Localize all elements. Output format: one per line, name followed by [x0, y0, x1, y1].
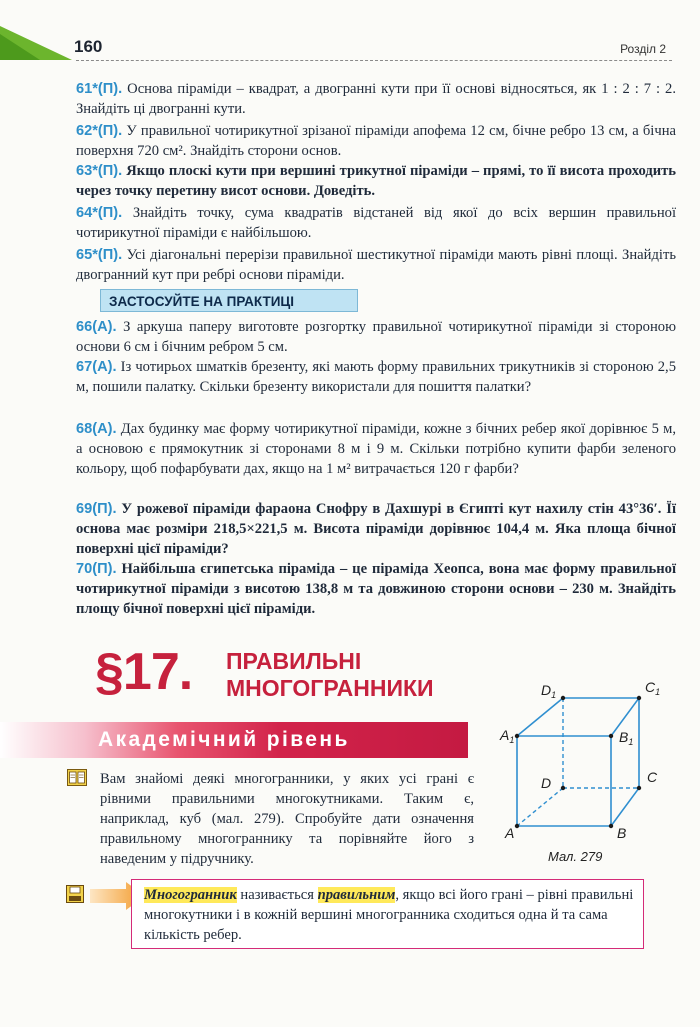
- corner-decoration: [0, 26, 72, 60]
- paragraph-number: §17.: [95, 643, 193, 701]
- exercise-text: У рожевої піраміди фараона Снофру в Дахшурі в Єгипті кут нахилу стін 43°36′. Її основа має розміри 218,5×221,5 м. Висота піраміди дорівнює 104,4 м. Яка площа бічної поверхні цієї піраміди?: [76, 501, 676, 557]
- exercise-number: 68(А).: [76, 421, 117, 437]
- definition-text: , якщо всі його грані – рівні правильні многокутники і в кожній вершині многогранника сходиться одна й та сама кількість ребер.: [144, 887, 634, 943]
- exercise-number: 62*(П).: [76, 123, 123, 139]
- exercise-number: 66(А).: [76, 319, 117, 335]
- label-c1: $C_1$: [645, 679, 661, 697]
- paragraph-title-line: ПРАВИЛЬНІ: [226, 648, 362, 674]
- label-a1: $A_1$: [500, 727, 515, 745]
- exercise-text: Якщо плоскі кути при вершині трикутної піраміди – прямі, то її висота проходить через точку перетину висот основи. Доведіть.: [76, 163, 676, 199]
- exercise-text: Найбільша єгипетська піраміда – це піраміда Хеопса, вона має форму правильної чотирикутної піраміди з висотою 138,8 м та довжиною сторони основи – 230 м. Знайдіть площу бічної поверхні цієї піраміди.: [76, 561, 677, 617]
- edge-da: [517, 788, 563, 826]
- label-a: A: [505, 825, 515, 841]
- cube-figure: [497, 676, 679, 842]
- label-b: B: [617, 825, 627, 841]
- exercise-69: [76, 499, 676, 559]
- exercise-number: 67(А).: [76, 359, 117, 375]
- section-label: Розділ 2: [620, 42, 666, 56]
- exercise-number: 64*(П).: [76, 205, 123, 221]
- exercise-text: У правильної чотирикутної зрізаної піраміди апофема 12 см, бічне ребро 13 см, а бічна поверхня 720 см². Знайдіть сторони основ.: [76, 123, 676, 159]
- exercise-number: 69(П).: [76, 501, 117, 517]
- exercise-61: [76, 79, 676, 119]
- exercise-68: [76, 419, 676, 479]
- paragraph-title: [226, 648, 434, 702]
- intro-paragraph: Вам знайомі деякі многогранники, у яких усі грані є рівними правильними многокутниками. Таким є, наприклад, куб (мал. 279). Спробуйте дати означення правильному многограннику та порівняйте його з наведеним у підручнику.: [100, 771, 474, 867]
- exercise-65: [76, 245, 676, 285]
- exercise-text: Дах будинку має форму чотирикутної піраміди, кожне з бічних ребер якої дорівнює 5 м, а основою є прямокутник зі сторонами 8 м і 9 м. Скільки потрібно купити фарби зеленого кольору, щоб пофарбувати дах, якщо на 1 м² витрачається 120 г фарби?: [76, 421, 676, 477]
- edge-a1d1: [517, 698, 563, 736]
- figure-caption: Мал. 279: [548, 849, 603, 864]
- level-banner-text: Академічний рівень: [98, 728, 350, 751]
- open-book-icon: [67, 769, 87, 786]
- exercise-number: 65*(П).: [76, 247, 123, 263]
- header-divider: [76, 60, 672, 61]
- exercise-text: Знайдіть точку, сума квадратів відстаней від якої до всіх вершин правильної чотирикутної піраміди є найбільшою.: [76, 205, 676, 241]
- exercise-text: Усі діагональні перерізи правильної шестикутної піраміди мають рівні площі. Знайдіть двогранний кут при ребрі основи піраміди.: [76, 247, 676, 283]
- label-d: D: [541, 775, 552, 791]
- floppy-disk-icon: [66, 885, 84, 903]
- practice-heading: ЗАСТОСУЙТЕ НА ПРАКТИЦІ: [100, 289, 358, 312]
- exercise-67: [76, 357, 676, 397]
- exercise-text: Із чотирьох шматків брезенту, які мають форму правильних трикутників зі стороною 2,5 м, пошили палатку. Скільки брезенту використали для пошиття палатки?: [76, 359, 676, 395]
- definition-connector: називається: [236, 887, 318, 903]
- label-c: C: [647, 769, 658, 785]
- exercise-text: З аркуша паперу виготовте розгортку правильної чотирикутної піраміди зі стороною основи 6 см і бічним ребром 5 см.: [76, 319, 676, 355]
- exercise-number: 61*(П).: [76, 81, 123, 97]
- exercise-text: Основа піраміди – квадрат, а двогранні кути при її основі відносяться, як 1 : 2 : 7 : 2. Знайдіть ці двогранні кути.: [76, 81, 676, 117]
- label-b1: $B_1$: [619, 729, 634, 747]
- exercise-62: [76, 121, 676, 161]
- exercise-66: [76, 317, 676, 357]
- definition-box: [131, 879, 644, 949]
- term-polyhedron: Многогранник: [144, 887, 237, 903]
- label-d1: $D_1$: [541, 682, 557, 700]
- exercise-number: 63*(П).: [76, 163, 123, 179]
- page-number: 160: [74, 37, 103, 56]
- exercise-64: [76, 203, 676, 243]
- exercise-number: 70(П).: [76, 561, 117, 577]
- exercise-70: [76, 559, 676, 619]
- paragraph-title-line: МНОГОГРАННИКИ: [226, 675, 434, 701]
- exercise-63: [76, 161, 676, 201]
- edge-cb: [611, 788, 639, 826]
- term-regular: правильним: [317, 887, 396, 903]
